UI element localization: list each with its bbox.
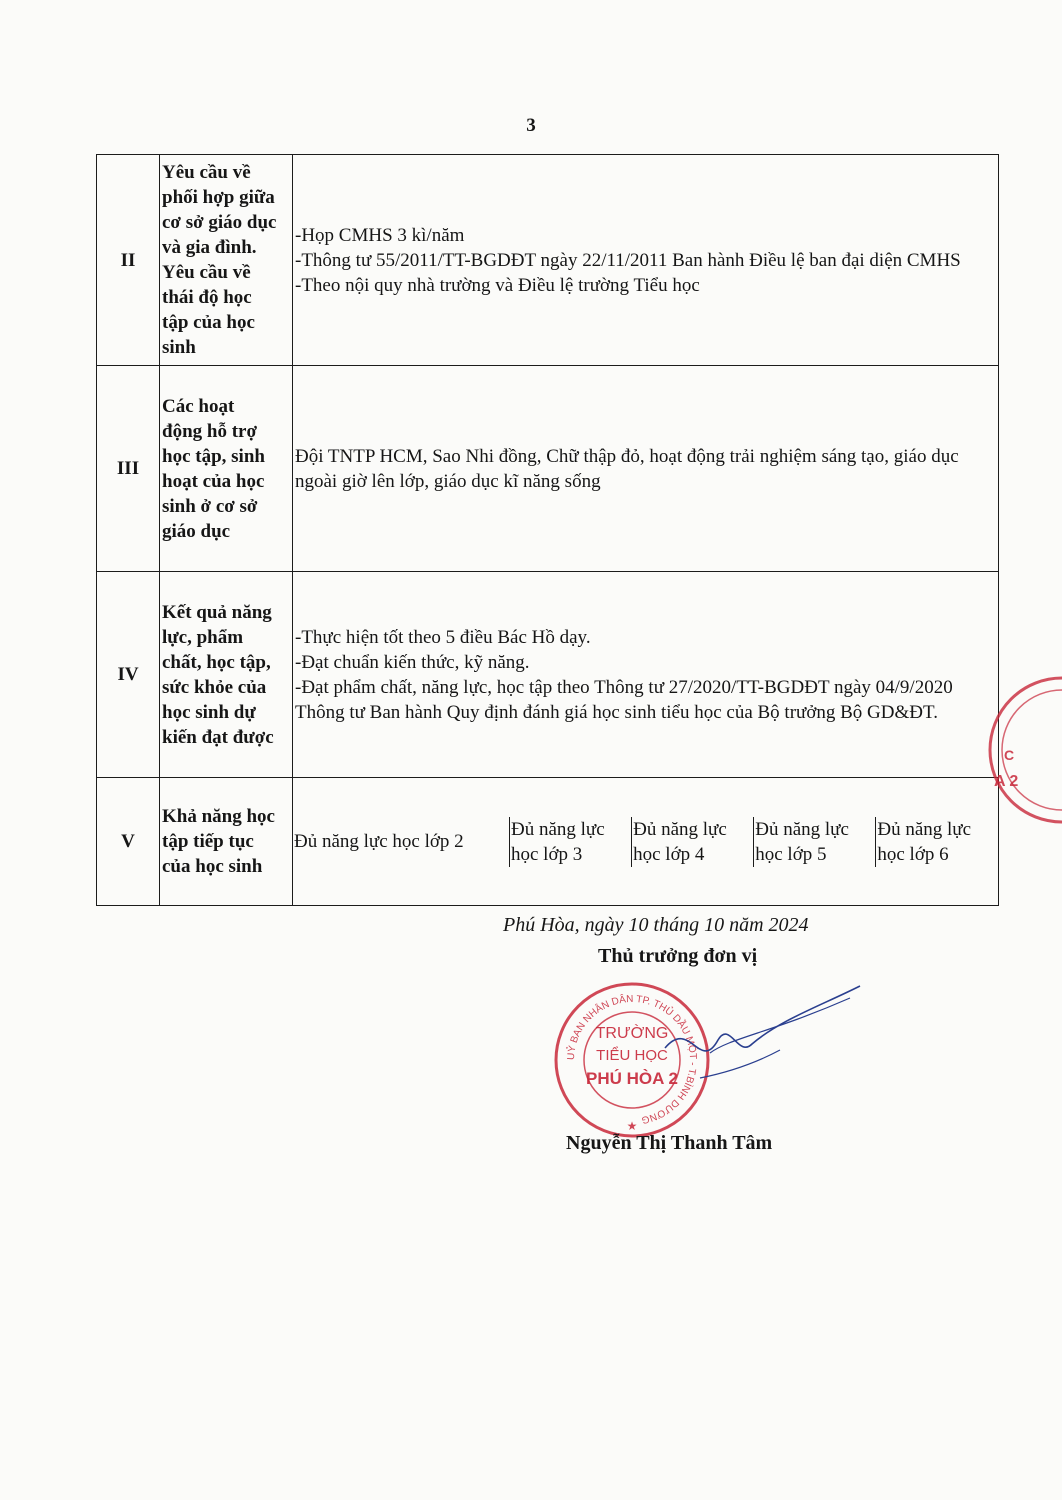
criteria-line: học tập, sinh xyxy=(162,445,265,467)
criteria-cell xyxy=(160,366,293,572)
row-number: V xyxy=(97,778,160,906)
content-line: Đội TNTP HCM, Sao Nhi đồng, Chữ thập đỏ, hoạt động trải nghiệm sáng tạo, giáo dục ngoài giờ lên lớp, giáo dục kĩ năng sống xyxy=(295,445,959,492)
grade-cell: Đủ năng lực học lớp 2 xyxy=(294,831,464,852)
row-number: II xyxy=(97,155,160,366)
seal-line-1: TRƯỜNG xyxy=(595,1025,669,1042)
content-line: -Họp CMHS 3 kì/năm xyxy=(295,224,465,246)
grade-cell: Đủ năng lực học lớp 3 xyxy=(510,817,632,867)
criteria-line: chất, học tập, xyxy=(162,651,271,673)
page-number: 3 xyxy=(526,115,536,136)
grade-cell: Đủ năng lực học lớp 5 xyxy=(754,817,876,867)
criteria-line: Khả năng học xyxy=(162,806,275,827)
grade-cell: Đủ năng lực học lớp 4 xyxy=(632,817,754,867)
criteria-line: động hỗ trợ xyxy=(162,420,257,442)
criteria-line: Kết quả năng xyxy=(162,601,272,623)
criteria-line: Các hoạt xyxy=(162,395,235,417)
signer-name: Nguyễn Thị Thanh Tâm xyxy=(566,1132,773,1154)
criteria-line: cơ sở giáo dục xyxy=(162,212,277,233)
seal-line-3: PHÚ HÒA 2 xyxy=(586,1069,678,1088)
grades-table xyxy=(293,817,998,867)
criteria-line: sinh xyxy=(162,337,196,358)
content-cell xyxy=(293,366,999,572)
signature-graphic xyxy=(660,978,870,1098)
table-row xyxy=(97,572,999,778)
row-number: IV xyxy=(97,572,160,778)
grades-row xyxy=(293,817,998,867)
content-cell xyxy=(293,155,999,366)
criteria-line: hoạt của học xyxy=(162,470,265,492)
criteria-line: kiến đạt được xyxy=(162,726,274,748)
criteria-line: của học sinh xyxy=(162,856,263,877)
criteria-line: tập của học xyxy=(162,312,255,333)
content-line: -Thực hiện tốt theo 5 điều Bác Hồ dạy. xyxy=(295,626,591,648)
grade-cell: Đủ năng lực học lớp 6 xyxy=(876,817,998,867)
criteria-line: thái độ học xyxy=(162,287,252,308)
side-seal-stamp xyxy=(982,660,1062,840)
seal-line-2: TIỂU HỌC xyxy=(596,1047,668,1064)
table-row xyxy=(97,366,999,572)
row-number: III xyxy=(97,366,160,572)
criteria-cell xyxy=(160,572,293,778)
svg-text:C: C xyxy=(1004,747,1015,763)
date-line: Phú Hòa, ngày 10 tháng 10 năm 2024 xyxy=(503,914,809,936)
content-line: -Thông tư 55/2011/TT-BGDĐT ngày 22/11/2011 Ban hành Điều lệ ban đại diện CMHS xyxy=(295,249,961,271)
signature-scribble xyxy=(660,978,870,1098)
criteria-line: giáo dục xyxy=(162,520,231,542)
content-line: -Đạt chuẩn kiến thức, kỹ năng. xyxy=(295,651,530,673)
side-seal-graphic xyxy=(982,660,1062,840)
grades-cell xyxy=(293,778,999,906)
criteria-line: Yêu cầu về xyxy=(162,262,251,283)
criteria-line: lực, phẩm xyxy=(162,626,244,648)
criteria-line: tập tiếp tục xyxy=(162,831,254,852)
svg-text:A 2: A 2 xyxy=(994,773,1019,790)
criteria-line: và gia đình. xyxy=(162,237,257,258)
criteria-line: sinh ở cơ sở xyxy=(162,495,258,517)
school-info-table xyxy=(96,154,999,906)
criteria-cell xyxy=(160,778,293,906)
seal-ring-text: UỶ BAN NHÂN DÂN TP. THỦ DẦU MỘT - T.BÌNH DƯƠNG xyxy=(565,993,699,1126)
content-line: -Theo nội quy nhà trường và Điều lệ trường Tiểu học xyxy=(295,274,700,296)
content-line: -Đạt phẩm chất, năng lực, học tập theo Thông tư 27/2020/TT-BGDĐT ngày 04/9/2020 Thông tư Ban hành Quy định đánh giá học sinh tiểu học của Bộ trưởng Bộ GD&ĐT. xyxy=(295,676,953,723)
content-cell xyxy=(293,572,999,778)
criteria-cell xyxy=(160,155,293,366)
table-row xyxy=(97,155,999,366)
criteria-line: sức khỏe của xyxy=(162,676,267,698)
criteria-line: học sinh dự xyxy=(162,701,256,723)
criteria-line: Yêu cầu về xyxy=(162,162,251,183)
signer-title: Thủ trưởng đơn vị xyxy=(598,945,758,967)
criteria-line: phối hợp giữa xyxy=(162,187,275,208)
svg-text:★: ★ xyxy=(626,1119,638,1133)
table-row xyxy=(97,778,999,906)
